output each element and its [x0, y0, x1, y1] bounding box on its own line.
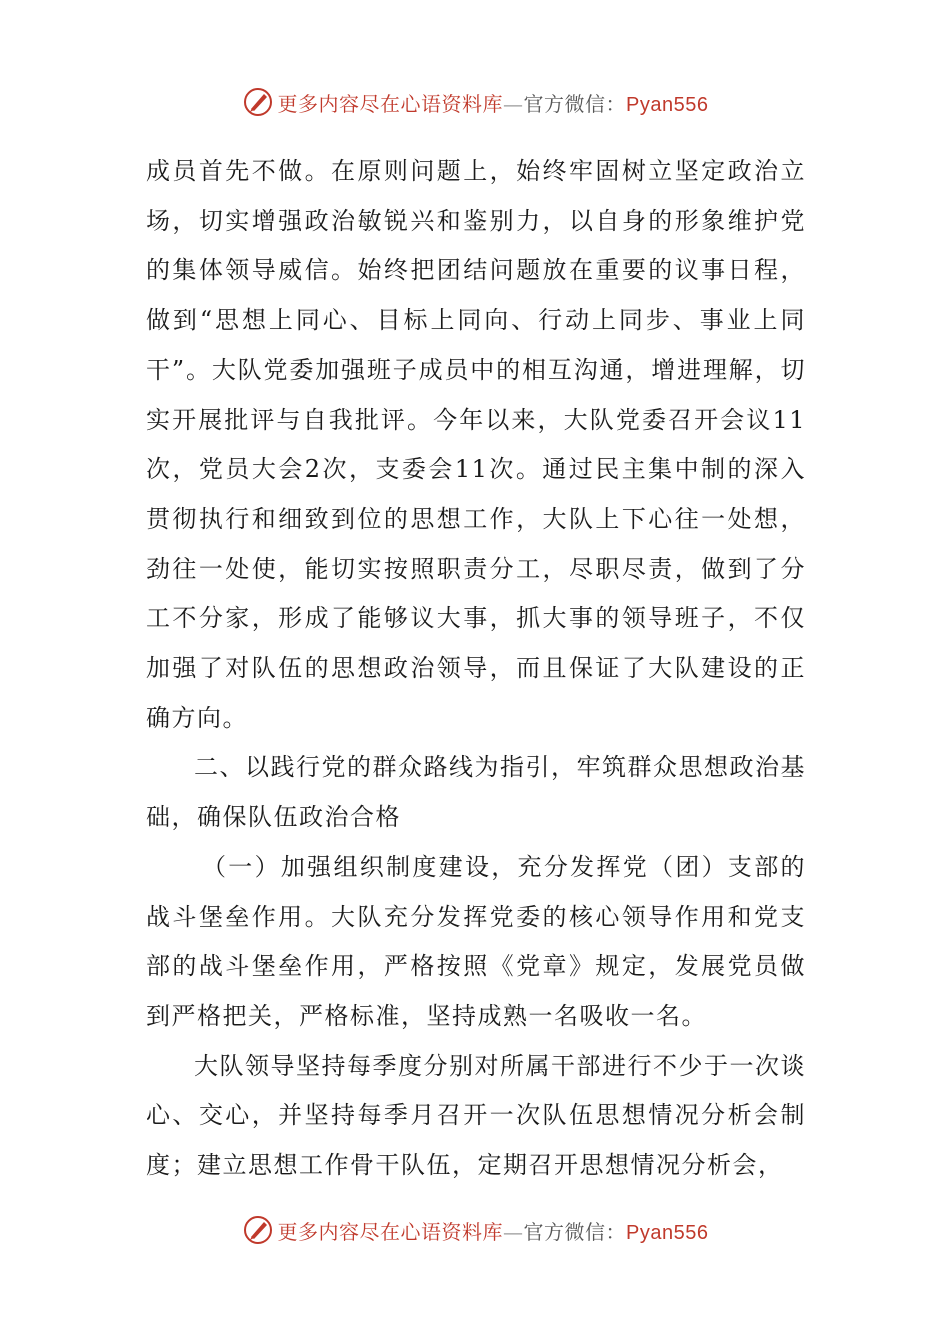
document-body: [146, 147, 806, 1191]
banner-site: 更多内容尽在心语资料库: [277, 1219, 504, 1244]
banner-text: [278, 88, 709, 117]
footer-banner: [0, 1210, 950, 1250]
banner-wechat-id: Pyan556: [626, 1221, 709, 1244]
banner-dash: —: [503, 91, 524, 116]
banner-wechat-label: 官方微信：: [523, 91, 627, 116]
quill-pen-icon: [242, 86, 274, 118]
banner-dash: —: [503, 1219, 524, 1244]
paragraph-4: 大队领导坚持每季度分别对所属干部进行不少于一次谈心、交心，并坚持每季月召开一次队伍思想情况分析会制度；建立思想工作骨干队伍，定期召开思想情况分析会，: [146, 1051, 806, 1180]
quill-pen-icon: [242, 1214, 274, 1246]
paragraph-1: 成员首先不做。在原则问题上，始终牢固树立坚定政治立场，切实增强政治敏锐兴和鉴别力，以自身的形象维护党的集体领导威信。始终把团结问题放在重要的议事日程，做到“思想上同心、目标上同向、行动上同步、事业上同干”。大队党委加强班子成员中的相互沟通，增进理解，切实开展批评与自我批评。今年以来，大队党委召开会议11次，党员大会2次，支委会11次。通过民主集中制的深入贯彻执行和细致到位的思想工作，大队上下心往一处想，劲往一处使，能切实按照职责分工，尽职尽责，做到了分工不分家，形成了能够议大事，抓大事的领导班子，不仅加强了对队伍的思想政治领导，而且保证了大队建设的正确方向。: [146, 157, 806, 732]
section-heading-2: 二、以践行党的群众路线为指引，牢筑群众思想政治基础，确保队伍政治合格: [146, 753, 806, 832]
banner-site: 更多内容尽在心语资料库: [277, 91, 504, 116]
banner-wechat-label: 官方微信：: [523, 1219, 627, 1244]
paragraph-subsection-1: （一）加强组织制度建设，充分发挥党（团）支部的战斗堡垒作用。大队充分发挥党委的核心领导作用和党支部的战斗堡垒作用，严格按照《党章》规定，发展党员做到严格把关，严格标准，坚持成熟一名吸收一名。: [146, 852, 806, 1030]
banner-wechat-id: Pyan556: [626, 93, 709, 116]
header-banner: [0, 82, 950, 122]
banner-text: [278, 1216, 709, 1245]
